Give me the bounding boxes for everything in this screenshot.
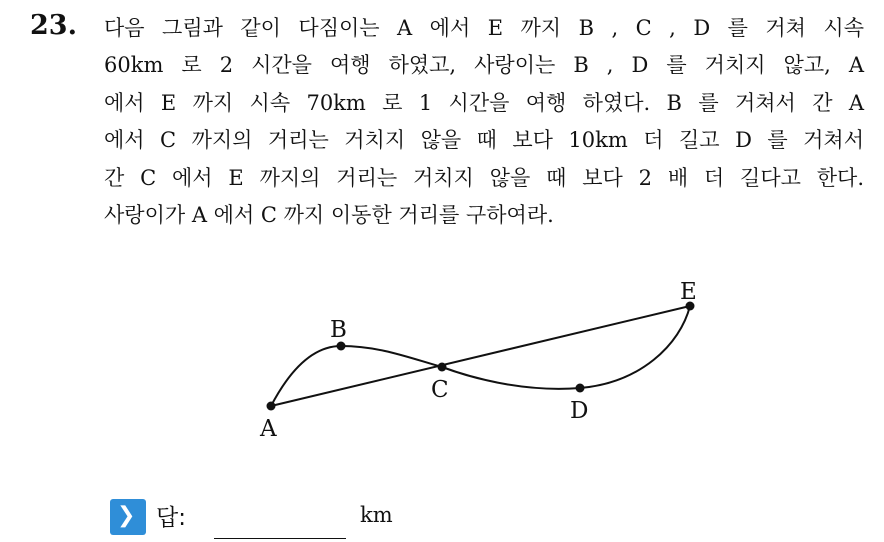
curved-route-a-c xyxy=(271,346,442,406)
point-a-dot xyxy=(267,402,276,411)
question-number: 23. xyxy=(30,10,77,41)
question-line: 에서 C 까지의 거리는 거치지 않을 때 보다 10km 더 길고 D 를 거쳐서 xyxy=(104,128,864,153)
question-line: 60km 로 2 시간을 여행 하였고, 사랑이는 B , D 를 거치지 않고, A xyxy=(104,53,864,78)
point-c-dot xyxy=(438,363,447,372)
point-b-label: B xyxy=(330,317,347,343)
point-e-label: E xyxy=(680,279,697,305)
answer-unit: km xyxy=(360,503,393,527)
question-line: 사랑이가 A 에서 C 까지 이동한 거리를 구하여라. xyxy=(104,203,554,228)
question-line: 에서 E 까지 시속 70km 로 1 시간을 여행 하였다. B 를 거쳐서 간 A xyxy=(104,90,864,115)
point-d-label: D xyxy=(570,398,589,424)
answer-label: 답: xyxy=(156,505,186,531)
question-line: 다음 그림과 같이 다짐이는 A 에서 E 까지 B , C , D 를 거쳐 시속 xyxy=(104,16,864,40)
question-line: 간 C 에서 E 까지의 거리는 거치지 않을 때 보다 2 배 더 길다고 한다. xyxy=(104,165,864,190)
chevron-right-icon: ❯ xyxy=(110,499,146,535)
point-c-label: C xyxy=(431,377,449,403)
point-a-label: A xyxy=(260,416,277,442)
curved-route-c-e xyxy=(442,306,690,389)
point-d-dot xyxy=(576,384,585,393)
answer-blank[interactable] xyxy=(214,538,346,539)
